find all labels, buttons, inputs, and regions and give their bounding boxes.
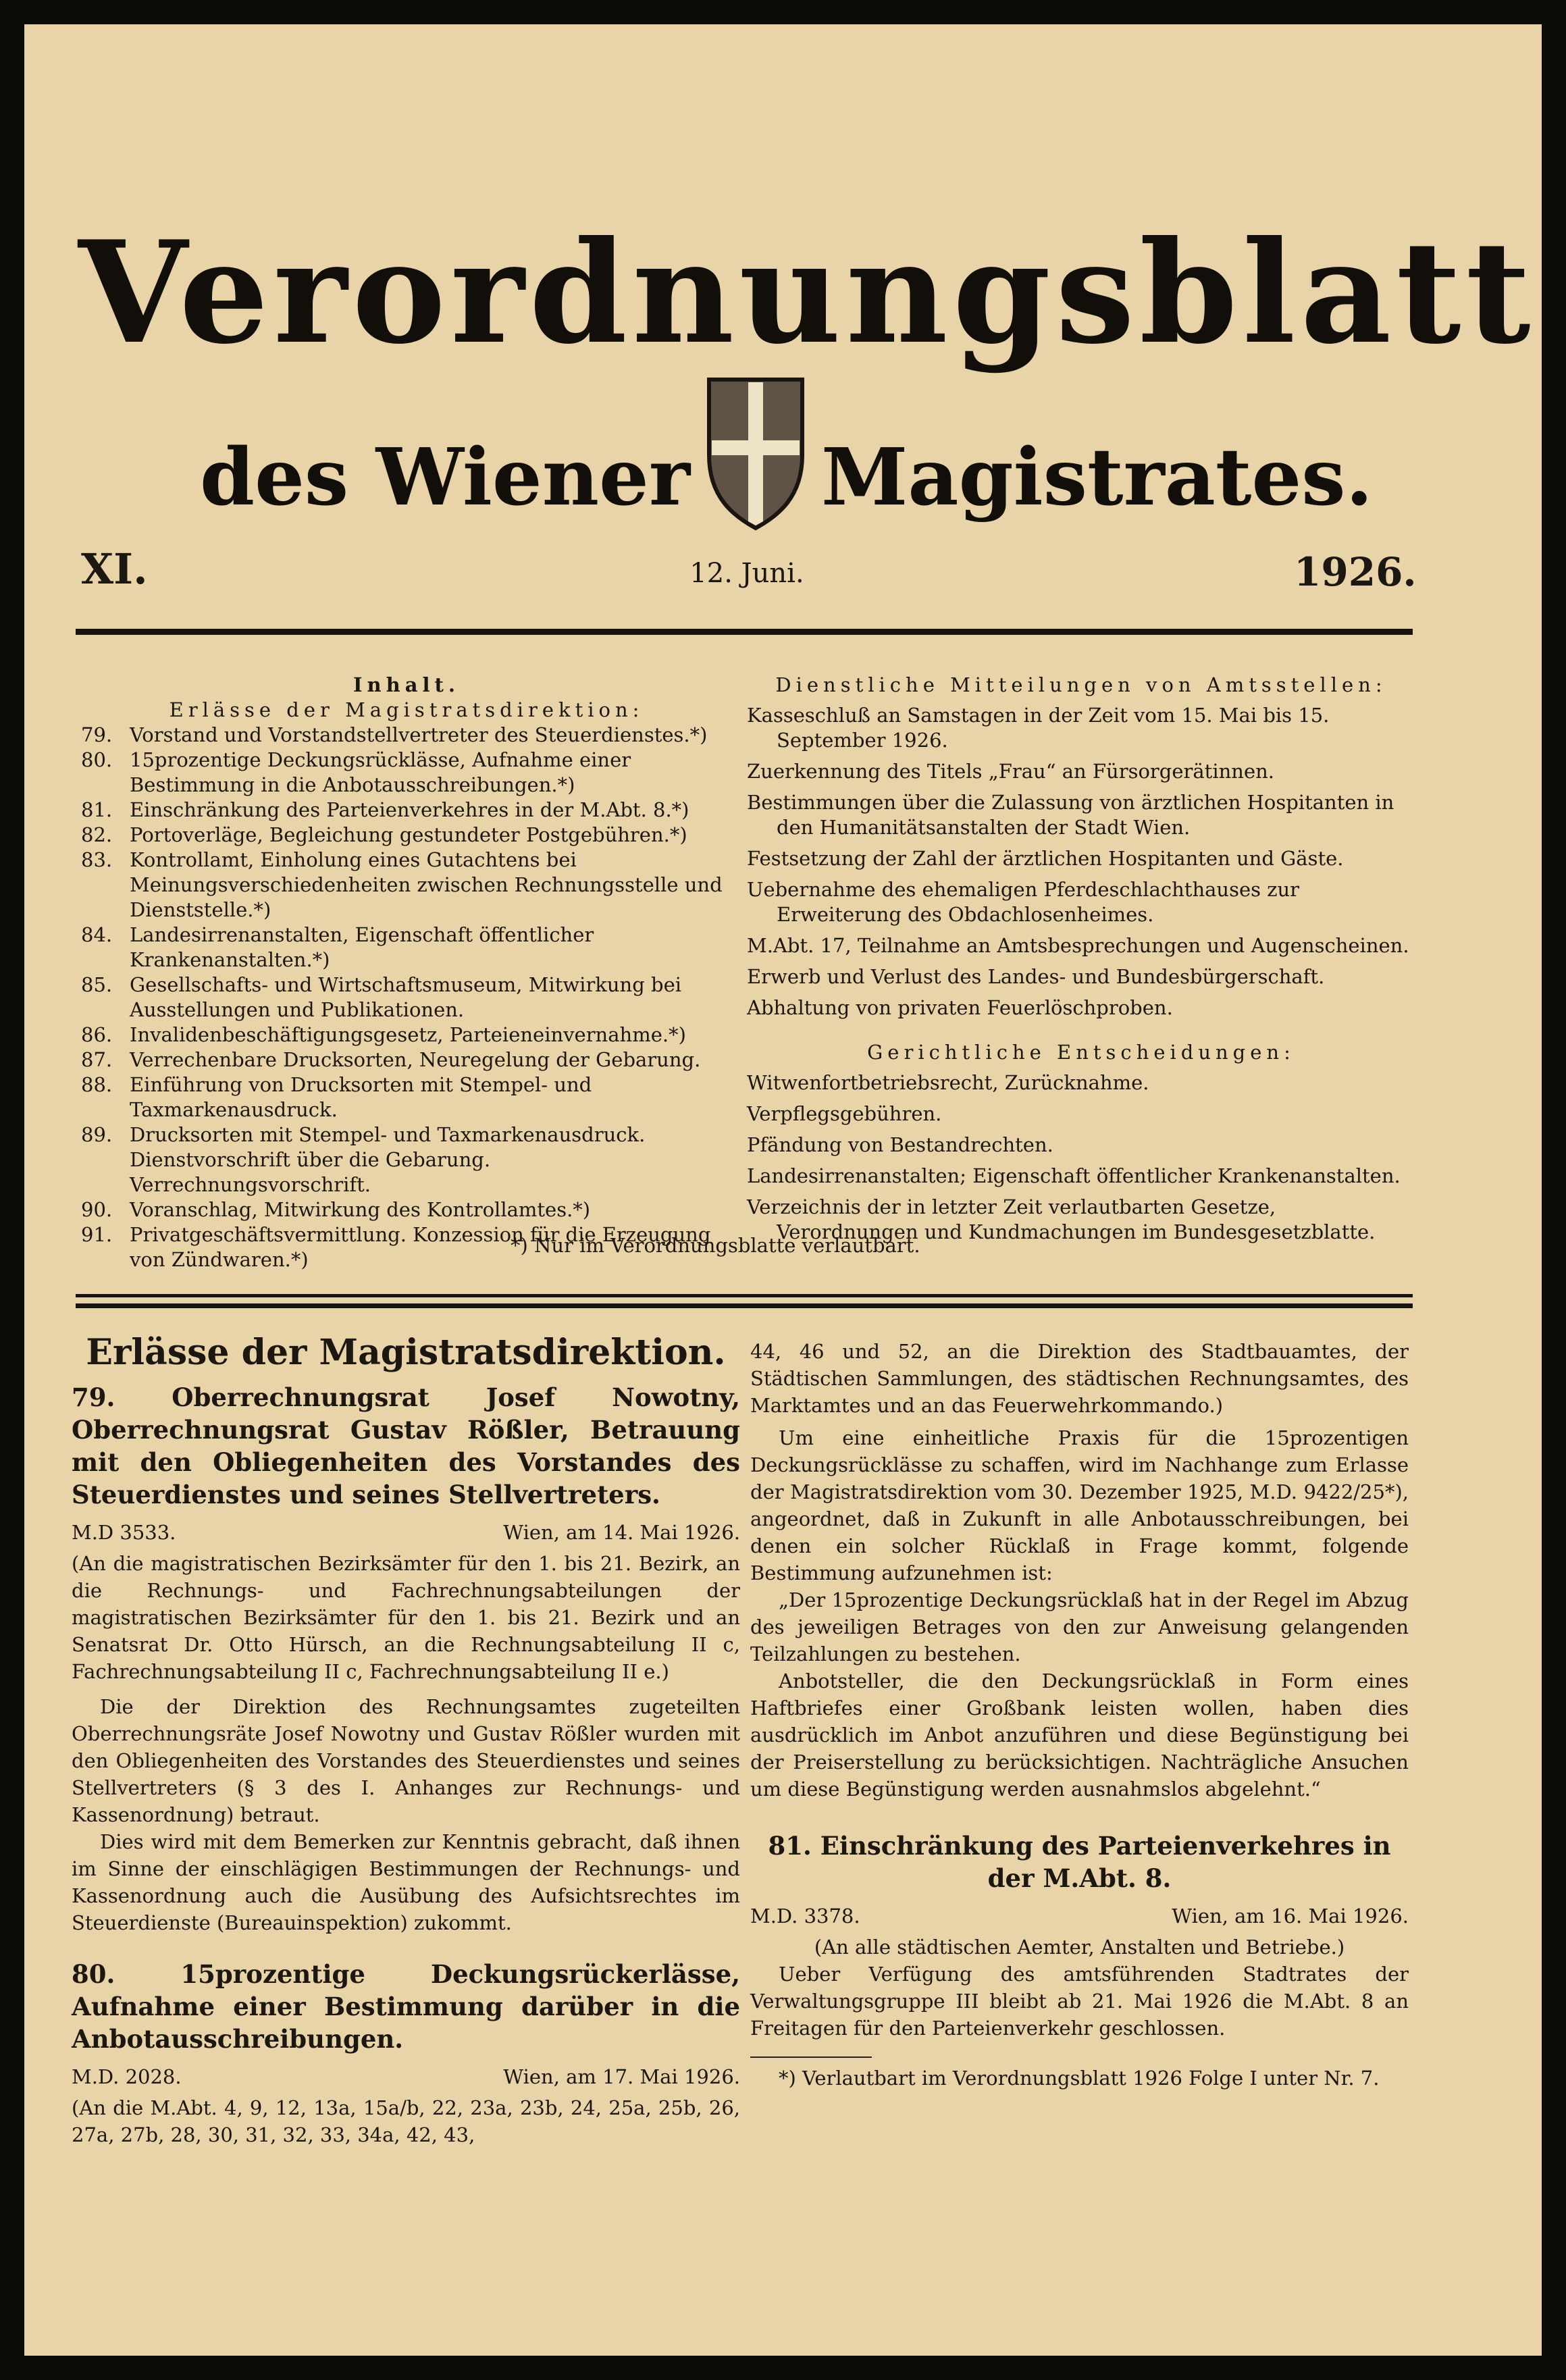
list-item: Erwerb und Verlust des Landes- und Bundesbürgerschaft. bbox=[747, 965, 1325, 988]
issue-year: 1926. bbox=[1294, 549, 1417, 595]
article-79-meta bbox=[72, 1519, 740, 1546]
list-item: Zuerkennung des Titels „Frau“ an Fürsorgerätinnen. bbox=[747, 760, 1275, 783]
article-81-meta bbox=[750, 1903, 1409, 1930]
vienna-coat-of-arms-icon bbox=[705, 376, 806, 531]
contents-footnote: *) Nur im Verordnungsblatte verlautbart. bbox=[511, 1234, 920, 1257]
list-item: Bestimmungen über die Zulassung von ärztlichen Hospitanten in den Humanitätsanstalten der Stadt Wien. bbox=[747, 791, 1394, 839]
article-79-addressees: (An die magistratischen Bezirksämter für den 1. bis 21. Bezirk, an die Rechnungs- und Fachrechnungsabteilungen der magistratischen Bezirksämter für den 1. bis 21. Bezirk und an Senatsrat Dr. Otto Hürsch, an die Rechnungsabteilung II c, Fachrechnungsabteilung II c, Fachrechnungsabteilung II e.) bbox=[72, 1552, 740, 1683]
list-item: Verzeichnis der in letzter Zeit verlautbarten Gesetze, Verordnungen und Kundmachungen im Bundesgesetzblatte. bbox=[747, 1195, 1376, 1243]
reference-number: M.D. 2028. bbox=[72, 2065, 182, 2088]
document-page bbox=[24, 24, 1542, 2356]
place-date: Wien, am 14. Mai 1926. bbox=[503, 1521, 740, 1544]
list-item: 85. Gesellschafts- und Wirtschaftsmuseum, Mitwirkung bei Ausstellungen und Publikationen. bbox=[81, 973, 682, 1021]
list-item: 80. 15prozentige Deckungsrücklässe, Aufnahme einer Bestimmung in die Anbotausschreibungen.*) bbox=[81, 748, 631, 796]
article-81-heading: 81. Einschränkung des Parteienverkehres in der M.Abt. 8. bbox=[768, 1831, 1391, 1893]
issue-date: 12. Juni. bbox=[689, 558, 804, 589]
article-79-heading: 79. Oberrechnungsrat Josef Nowotny, Oberrechnungsrat Gustav Rößler, Betrauung mit den Obliegenheiten des Vorstandes des Steuerdienstes und seines Stellvertreters. bbox=[72, 1382, 740, 1509]
article-left-column bbox=[72, 1331, 740, 2148]
article-81-addressees: (An alle städtischen Aemter, Anstalten und Betriebe.) bbox=[814, 1936, 1345, 1959]
list-item: Uebernahme des ehemaligen Pferdeschlachthauses zur Erweiterung des Obdachlosenheimes. bbox=[747, 878, 1300, 926]
list-item: 86. Invalidenbeschäftigungsgesetz, Parteieneinvernahme.*) bbox=[81, 1023, 686, 1046]
article-footnote: *) Verlautbart im Verordnungsblatt 1926 Folge I unter Nr. 7. bbox=[779, 2067, 1380, 2090]
article-81-paragraph: Ueber Verfügung des amtsführenden Stadtrates der Verwaltungsgruppe III bleibt ab 21. Mai 1926 die M.Abt. 8 an Freitagen für den Parteienverkehr geschlossen. bbox=[750, 1963, 1409, 2040]
list-item: 84. Landesirrenanstalten, Eigenschaft öffentlicher Krankenanstalten.*) bbox=[81, 923, 594, 971]
contents-heading: Inhalt. bbox=[353, 673, 461, 696]
issue-number: XI. bbox=[81, 544, 148, 594]
list-item: 81. Einschränkung des Parteienverkehres in der M.Abt. 8.*) bbox=[81, 798, 689, 821]
place-date: Wien, am 17. Mai 1926. bbox=[503, 2065, 740, 2088]
contents-left bbox=[81, 673, 732, 1272]
masthead-subtitle-left: des Wiener bbox=[200, 432, 690, 523]
article-80-paragraph: Anbotsteller, die den Deckungsrücklaß in Form eines Haftbriefes einer Großbank leisten wollen, haben dies ausdrücklich im Anbot anzuführen und diese Begünstigung bei der Preiserstellung zu berücksichtigen. Nachträgliche Ansuchen um diese Begünstigung werden ausnahmslos abgelehnt.“ bbox=[750, 1670, 1409, 1801]
list-item: 87. Verrechenbare Drucksorten, Neuregelung der Gebarung. bbox=[81, 1048, 701, 1071]
masthead-title: Verordnungsblatt bbox=[78, 211, 1536, 376]
article-80-paragraph: Um eine einheitliche Praxis für die 15prozentigen Deckungsrücklässe zu schaffen, wird im Nachhange zum Erlasse der Magistratsdirektion vom 30. Dezember 1925, M.D. 9422/25*), angeordnet, daß in Zukunft in alle Anbotausschreibungen, bei denen ein solcher Rücklaß in Frage kommt, folgende Bestimmung aufzunehmen ist: bbox=[750, 1426, 1409, 1584]
place-date: Wien, am 16. Mai 1926. bbox=[1172, 1905, 1409, 1928]
list-item: Kasseschluß an Samstagen in der Zeit vom 15. Mai bis 15. September 1926. bbox=[747, 704, 1330, 752]
list-item: 91. Privatgeschäftsvermittlung. Konzession für die Erzeugung von Zündwaren.*) bbox=[81, 1223, 711, 1271]
list-item: Festsetzung der Zahl der ärztlichen Hospitanten und Gäste. bbox=[747, 847, 1344, 870]
section-title: Erlässe der Magistratsdirektion. bbox=[86, 1332, 726, 1373]
contents-rule-bottom bbox=[76, 1303, 1413, 1308]
reference-number: M.D. 3378. bbox=[750, 1905, 860, 1928]
list-item: 89. Drucksorten mit Stempel- und Taxmarkenausdruck. Dienstvorschrift über die Gebarung. Verrechnungsvorschrift. bbox=[81, 1123, 646, 1196]
masthead-subtitle-right: Magistrates. bbox=[821, 432, 1373, 523]
list-item: Landesirrenanstalten; Eigenschaft öffentlicher Krankenanstalten. bbox=[747, 1164, 1401, 1187]
article-80-heading: 80. 15prozentige Deckungsrückerlässe, Aufnahme einer Bestimmung darüber in die Anbotausschreibungen. bbox=[72, 1959, 740, 2054]
masthead-rule bbox=[76, 629, 1413, 635]
contents-subheading: Erlässe der Magistratsdirektion: bbox=[169, 698, 644, 721]
article-right-column bbox=[750, 1338, 1409, 2092]
list-item: 90. Voranschlag, Mitwirkung des Kontrollamtes.*) bbox=[81, 1198, 591, 1221]
reference-number: M.D 3533. bbox=[72, 1521, 176, 1544]
list-item: Witwenfortbetriebsrecht, Zurücknahme. bbox=[747, 1071, 1149, 1094]
article-80-addressees-continued: 44, 46 und 52, an die Direktion des Stadtbauamtes, der Städtischen Sammlungen, des städtischen Rechnungsamtes, des Marktamtes und an das Feuerwehrkommando.) bbox=[750, 1340, 1409, 1417]
contents-list bbox=[81, 723, 732, 1272]
contents-right bbox=[747, 673, 1415, 1251]
list-item: Pfändung von Bestandrechten. bbox=[747, 1133, 1053, 1156]
list-item: M.Abt. 17, Teilnahme an Amtsbesprechungen und Augenscheinen. bbox=[747, 934, 1409, 957]
list-item: 83. Kontrollamt, Einholung eines Gutachtens bei Meinungsverschiedenheiten zwischen Rechnungsstelle und Dienststelle.*) bbox=[81, 848, 723, 921]
article-80-addressees: (An die M.Abt. 4, 9, 12, 13a, 15a/b, 22, 23a, 23b, 24, 25a, 25b, 26, 27a, 27b, 28, 30, 31, 32, 33, 34a, 42, 43, bbox=[72, 2096, 740, 2146]
article-80-meta bbox=[72, 2063, 740, 2090]
footnote-rule bbox=[750, 2056, 872, 2058]
list-item: 82. Portoverläge, Begleichung gestundeter Postgebühren.*) bbox=[81, 823, 687, 846]
list-item: Verpflegsgebühren. bbox=[747, 1102, 942, 1125]
list-item: 79. Vorstand und Vorstandstellvertreter des Steuerdienstes.*) bbox=[81, 723, 708, 746]
article-79-paragraph: Die der Direktion des Rechnungsamtes zugeteilten Oberrechnungsräte Josef Nowotny und Gustav Rößler wurden mit den Obliegenheiten des Vorstandes des Steuerdienstes und seines Stellvertreters (§ 3 des I. Anhanges zur Rechnungs- und Kassenordnung) betraut. bbox=[72, 1695, 740, 1826]
official-notices-heading: Dienstliche Mitteilungen von Amtsstellen: bbox=[775, 673, 1387, 696]
list-item: Abhaltung von privaten Feuerlöschproben. bbox=[747, 996, 1173, 1019]
contents-rule-top bbox=[76, 1294, 1413, 1297]
list-item: 88. Einführung von Drucksorten mit Stempel- und Taxmarkenausdruck. bbox=[81, 1073, 592, 1121]
court-decisions-heading: Gerichtliche Entscheidungen: bbox=[867, 1041, 1295, 1064]
article-79-paragraph: Dies wird mit dem Bemerken zur Kenntnis gebracht, daß ihnen im Sinne der einschlägigen Bestimmungen der Rechnungs- und Kassenordnung auch die Ausübung des Aufsichtsrechtes im Steuerdienste (Bureauinspektion) zukommt. bbox=[72, 1830, 740, 1934]
article-80-paragraph: „Der 15prozentige Deckungsrücklaß hat in der Regel im Abzug des jeweiligen Betrages von den zur Anweisung gelangenden Teilzahlungen zu bestehen. bbox=[750, 1588, 1409, 1665]
